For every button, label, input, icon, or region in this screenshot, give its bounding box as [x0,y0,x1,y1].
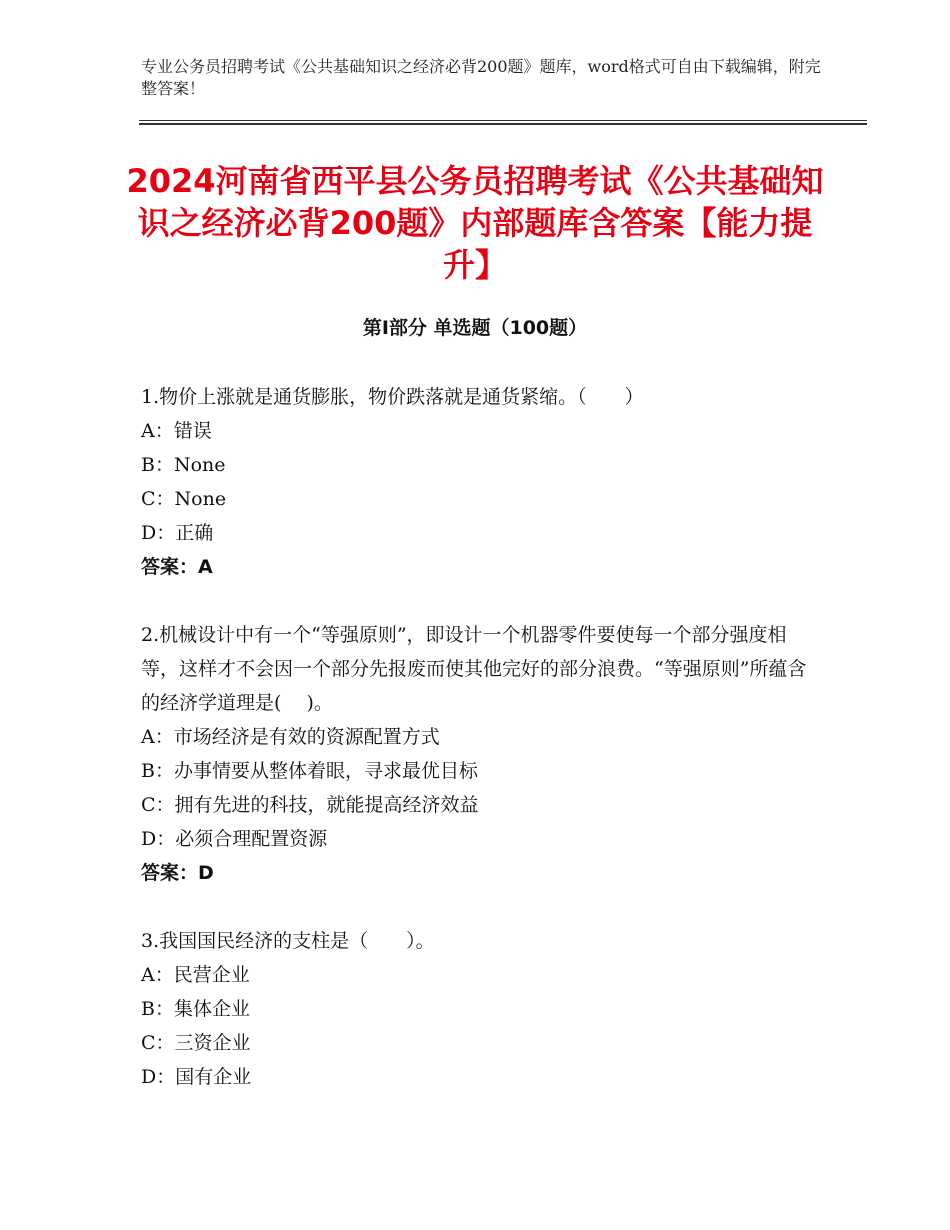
question-stem: 2.机械设计中有一个“等强原则”，即设计一个机器零件要使每一个部分强度相等，这样才不会因一个部分先报废而使其他完好的部分浪费。“等强原则”所蕴含的经济学道理是( )。 [141,624,807,714]
option-c: C：三资企业 [141,1032,251,1054]
option-c: C：拥有先进的科技，就能提高经济效益 [141,794,479,816]
divider-thick-line [139,123,867,125]
option-a: A：市场经济是有效的资源配置方式 [141,726,440,748]
option-b: B：办事情要从整体着眼，寻求最优目标 [141,760,478,782]
answer-line: 答案：A [141,556,213,578]
option-d: D：正确 [141,522,214,544]
section-heading: 第Ⅰ部分 单选题（100题） [362,317,588,339]
question-2 [141,618,821,890]
option-c: C：None [141,488,227,510]
option-d: D：必须合理配置资源 [141,828,328,850]
answer-line: 答案：D [141,862,214,884]
option-a: A：错误 [141,420,212,442]
question-1 [141,380,821,584]
option-b: B：None [141,454,226,476]
question-stem: 1.物价上涨就是通货膨胀，物价跌落就是通货紧缩。（ ） [141,386,644,408]
header-divider [139,120,867,125]
option-b: B：集体企业 [141,998,250,1020]
option-d: D：国有企业 [141,1066,252,1088]
question-list [141,380,821,1128]
option-a: A：民营企业 [141,964,250,986]
question-stem: 3.我国国民经济的支柱是（ ）。 [141,930,435,952]
question-3 [141,924,821,1094]
divider-thin-line [139,120,867,121]
document-title: 2024河南省西平县公务员招聘考试《公共基础知识之经济必背200题》内部题库含答案【能力提升】 [126,162,824,284]
header-note: 专业公务员招聘考试《公共基础知识之经济必背200题》题库，word格式可自由下载编辑，附完整答案！ [141,57,821,98]
